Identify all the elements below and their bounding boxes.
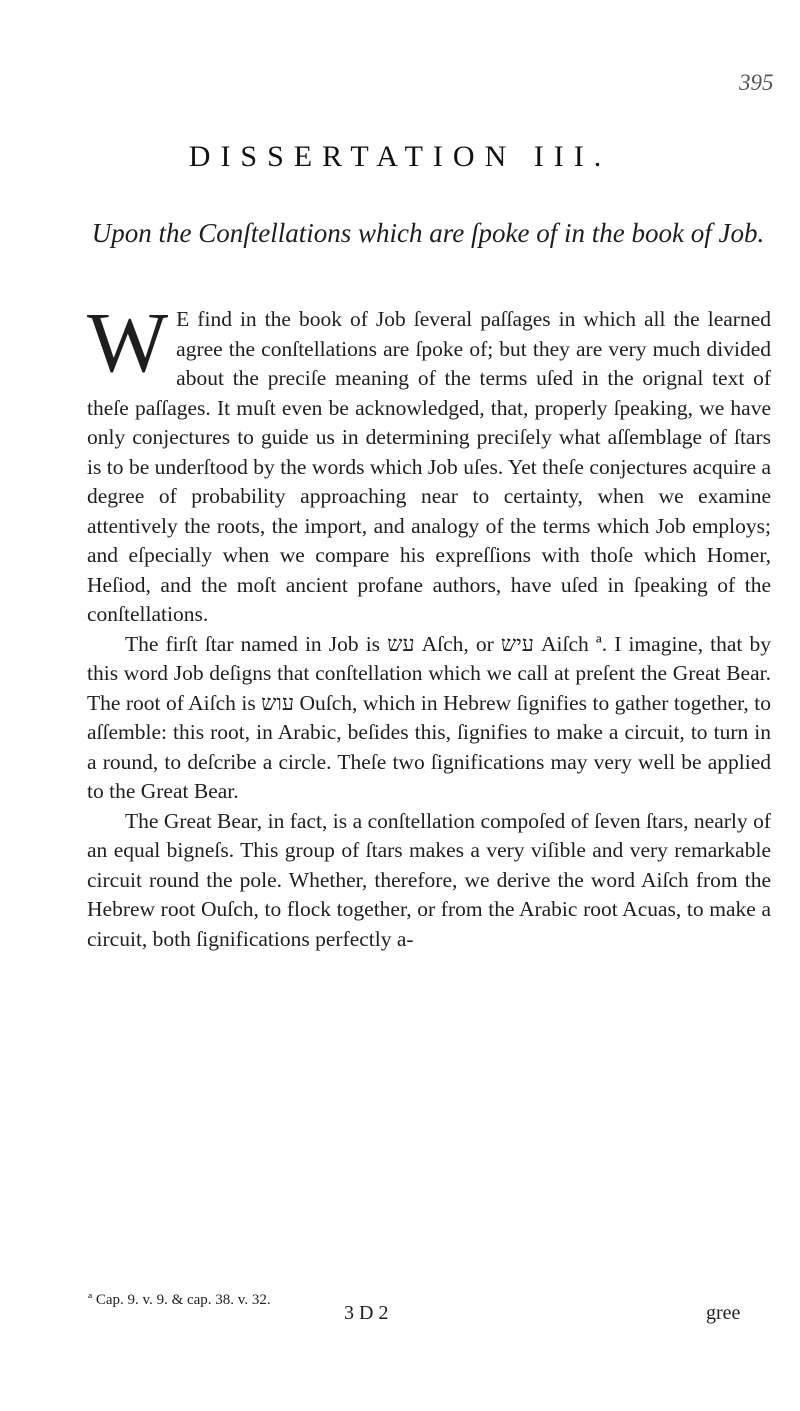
paragraph-1: [87, 294, 771, 630]
drop-cap: W: [87, 294, 169, 390]
paragraph-3: The Great Bear, in fact, is a conſtellation compoſed of ſeven ſtars, nearly of an equal bigneſs. This group of ſtars makes a very viſible and very remarkable circuit round the pole. Whether, therefore, we derive the word Aiſch from the Hebrew root Ouſch, to flock together, or from the Arabic root Acuas, to make a circuit, both ſignifications perfectly a-: [87, 808, 771, 951]
footnote: ª Cap. 9. v. 9. & cap. 38. v. 32.: [88, 1292, 271, 1308]
body-text: [87, 294, 771, 954]
paragraph-2: The firſt ſtar named in Job is עש Aſch, or עיש Aiſch ª. I imagine, that by this word Job deſigns that conſtellation which we call at preſent the Great Bear. The root of Aiſch is עוש Ouſch, which in Hebrew ſignifies to gather together, to aſſemble: this root, in Arabic, beſides this, ſignifies to make a circuit, to turn in a round, to deſcribe a circle. Theſe two ſignifications may very well be applied to the Great Bear.: [87, 631, 771, 803]
signature-mark: 3 D 2: [344, 1302, 389, 1324]
paragraph-1-text: E find in the book of Job ſeveral paſſages in which all the learned agree the conſtellations are ſpoke of; but they are very much divided about the preciſe meaning of the terms uſed in the orignal text of theſe paſſages. It muſt even be acknowledged, that, properly ſpeaking, we have only conjectures to guide us in determining preciſely what aſſemblage of ſtars is to be underſtood by the words which Job uſes. Yet theſe conjectures acquire a degree of probability approaching near to certainty, when we examine attentively the roots, the import, and analogy of the terms which Job employs; and eſpecially when we compare his expreſſions with thoſe which Homer, Heſiod, and the moſt ancient profane authors, have uſed in ſpeaking of the conſtellations.: [87, 307, 771, 626]
dissertation-heading: DISSERTATION III.: [188, 140, 612, 173]
dissertation-subtitle: Upon the Conſtellations which are ſpoke of in the book of Job.: [91, 218, 765, 248]
page-number: 395: [739, 70, 774, 95]
catchword: gree: [706, 1302, 741, 1324]
